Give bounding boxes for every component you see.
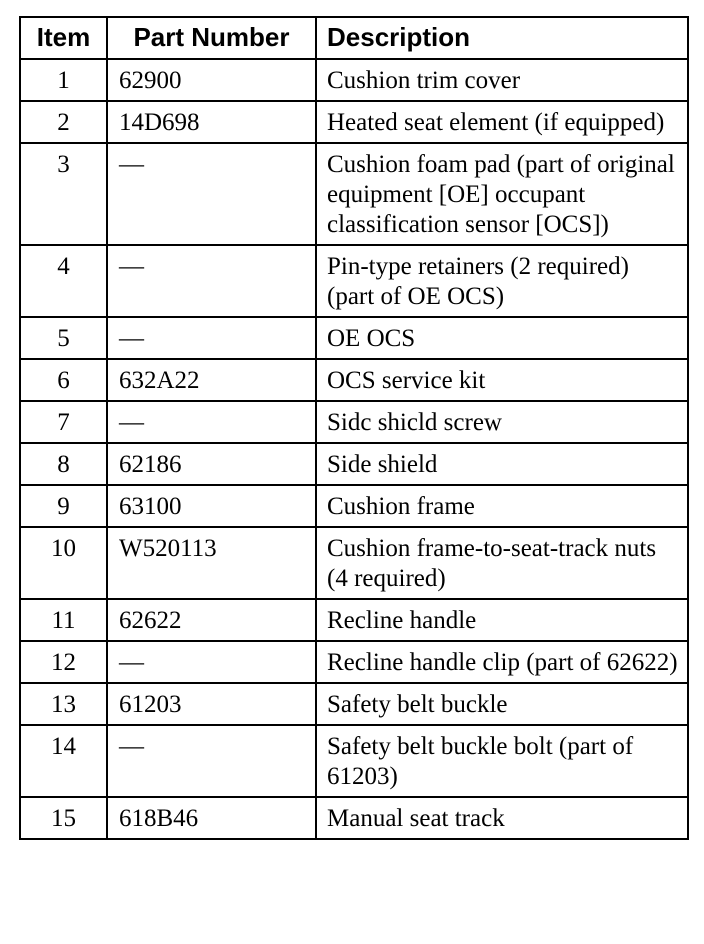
description-cell: Heated seat element (if equipped) — [316, 101, 688, 143]
part-number-cell: — — [107, 245, 316, 317]
item-number-cell: 14 — [20, 725, 107, 797]
part-number-cell: 62186 — [107, 443, 316, 485]
item-number-cell: 2 — [20, 101, 107, 143]
part-number-cell: — — [107, 401, 316, 443]
header-description: Description — [316, 17, 688, 59]
description-cell: Manual seat track — [316, 797, 688, 839]
item-number-cell: 12 — [20, 641, 107, 683]
item-number-cell: 10 — [20, 527, 107, 599]
description-cell: Recline handle — [316, 599, 688, 641]
item-number-cell: 1 — [20, 59, 107, 101]
part-number-cell: W520113 — [107, 527, 316, 599]
part-number-cell: — — [107, 725, 316, 797]
part-number-cell: — — [107, 143, 316, 245]
part-number-cell: 14D698 — [107, 101, 316, 143]
item-number-cell: 3 — [20, 143, 107, 245]
item-number-cell: 11 — [20, 599, 107, 641]
table-row — [20, 59, 688, 101]
part-number-cell: 61203 — [107, 683, 316, 725]
table-row — [20, 401, 688, 443]
description-cell: Recline handle clip (part of 62622) — [316, 641, 688, 683]
item-number-cell: 13 — [20, 683, 107, 725]
description-cell: OCS service kit — [316, 359, 688, 401]
table-row — [20, 725, 688, 797]
item-number-cell: 5 — [20, 317, 107, 359]
table-row — [20, 359, 688, 401]
part-number-cell: 63100 — [107, 485, 316, 527]
table-row — [20, 101, 688, 143]
item-number-cell: 8 — [20, 443, 107, 485]
part-number-cell: 618B46 — [107, 797, 316, 839]
part-number-cell: — — [107, 317, 316, 359]
description-cell: Pin-type retainers (2 required) (part of OE OCS) — [316, 245, 688, 317]
description-cell: Sidc shicld screw — [316, 401, 688, 443]
item-number-cell: 4 — [20, 245, 107, 317]
item-number-cell: 6 — [20, 359, 107, 401]
table-row — [20, 317, 688, 359]
table-row — [20, 599, 688, 641]
table-row — [20, 797, 688, 839]
parts-table — [19, 16, 689, 840]
table-row — [20, 527, 688, 599]
description-cell: Safety belt buckle bolt (part of 61203) — [316, 725, 688, 797]
part-number-cell: 62900 — [107, 59, 316, 101]
description-cell: Cushion foam pad (part of original equipment [OE] occupant classification sensor [OCS]) — [316, 143, 688, 245]
table-row — [20, 245, 688, 317]
item-number-cell: 9 — [20, 485, 107, 527]
table-row — [20, 143, 688, 245]
table-row — [20, 641, 688, 683]
description-cell: Side shield — [316, 443, 688, 485]
description-cell: OE OCS — [316, 317, 688, 359]
description-cell: Cushion frame — [316, 485, 688, 527]
table-body — [20, 59, 688, 839]
item-number-cell: 15 — [20, 797, 107, 839]
description-cell: Cushion trim cover — [316, 59, 688, 101]
description-cell: Cushion frame-to-seat-track nuts (4 required) — [316, 527, 688, 599]
description-cell: Safety belt buckle — [316, 683, 688, 725]
header-item: Item — [20, 17, 107, 59]
part-number-cell: — — [107, 641, 316, 683]
table-row — [20, 683, 688, 725]
part-number-cell: 62622 — [107, 599, 316, 641]
table-row — [20, 443, 688, 485]
header-part-number: Part Number — [107, 17, 316, 59]
item-number-cell: 7 — [20, 401, 107, 443]
part-number-cell: 632A22 — [107, 359, 316, 401]
table-header — [20, 17, 688, 59]
header-row — [20, 17, 688, 59]
table-row — [20, 485, 688, 527]
